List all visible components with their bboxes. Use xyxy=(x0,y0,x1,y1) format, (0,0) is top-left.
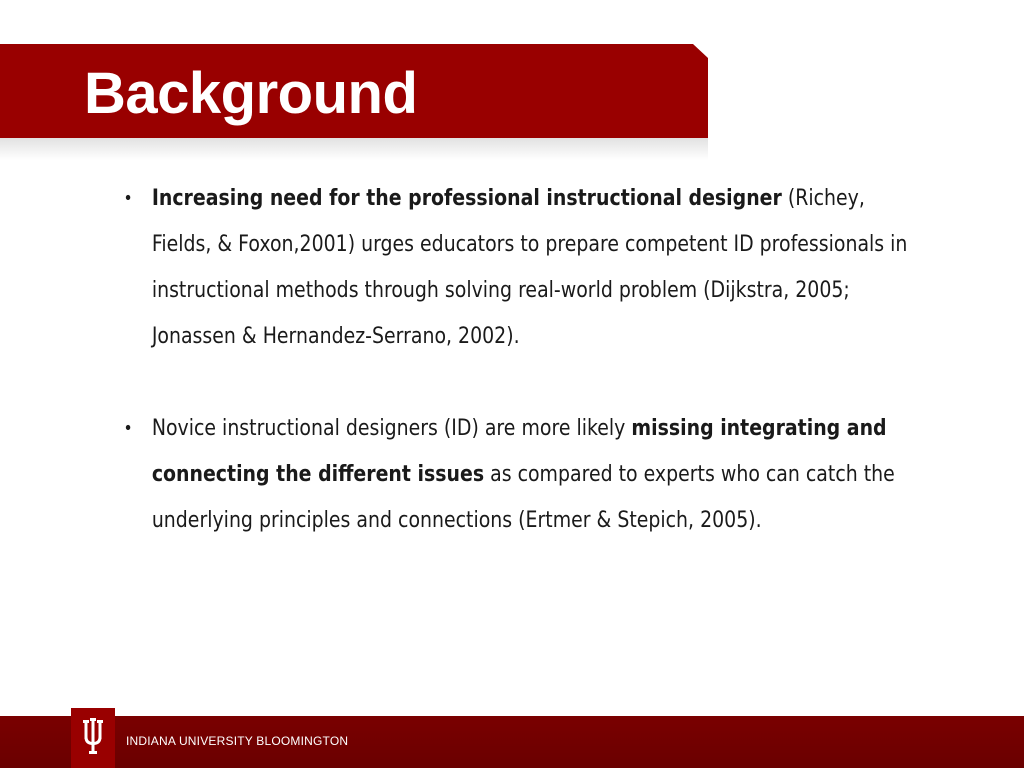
slide-content xyxy=(120,176,908,544)
bullet-text-after: as compared to experts who can catch the underlying principles and connections (Ertmer & Stepich, 2005). xyxy=(151,462,895,533)
trident-icon xyxy=(78,718,108,758)
bullet-item xyxy=(120,176,926,360)
iu-trident-logo-icon xyxy=(71,708,115,768)
bullet-point-icon: • xyxy=(123,418,133,439)
bullet-item xyxy=(120,406,926,544)
bullet-text: (Richey, Fields, & Foxon,2001) urges educators to prepare competent ID professionals in instructional methods through solving real-world problem (Dijkstra, 2005; Jonassen & Hernandez-Serrano, 2002). xyxy=(151,186,908,349)
bullet-bold-lead: Increasing need for the professional instructional designer xyxy=(151,186,782,211)
bullet-point-icon: • xyxy=(123,188,133,209)
bullet-text-before: Novice instructional designers (ID) are more likely xyxy=(151,416,632,441)
institution-name: INDIANA UNIVERSITY BLOOMINGTON xyxy=(126,734,349,748)
title-banner-shadow xyxy=(0,138,708,160)
slide-title: Background xyxy=(84,61,418,126)
bullet-bold-middle: missing integrating and connecting the different issues xyxy=(151,416,887,487)
